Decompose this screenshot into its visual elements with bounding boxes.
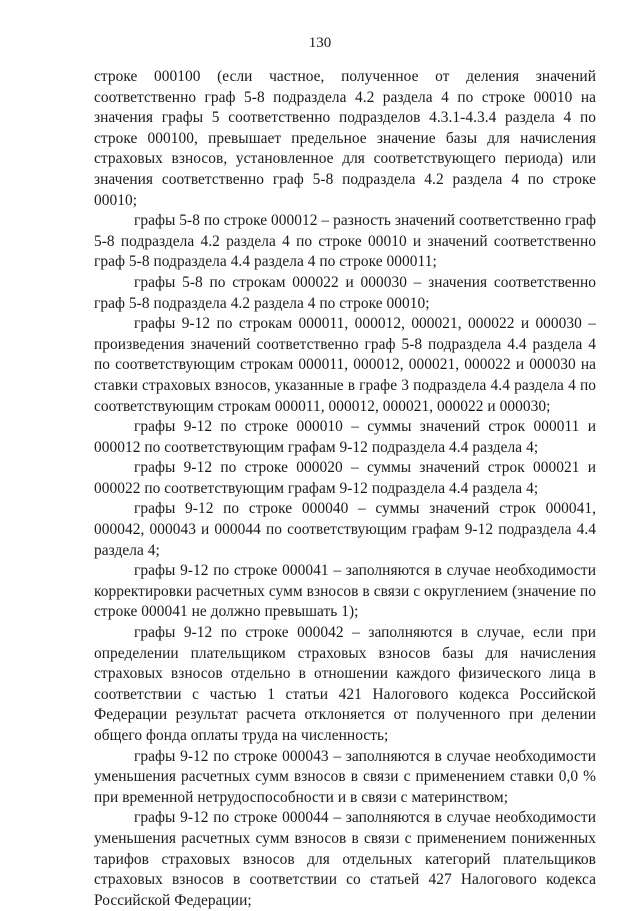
- page-number: 130: [308, 35, 332, 51]
- document-body: [94, 67, 596, 911]
- paragraph-cols-5-8-row-000012: графы 5-8 по строке 000012 – разность значений соответственно граф 5-8 подраздела 4.2 раздела 4 по строке 00010 и значений соответственно граф 5-8 подраздела 4.4 раздела 4 по строке 000011;: [94, 212, 596, 271]
- paragraph-cols-9-12-row-000043: графы 9-12 по строке 000043 – заполняются в случае необходимости уменьшения расчетных сумм взносов в связи с применением ставки 0,0 % при временной нетрудоспособности и в связи с материнством;: [94, 747, 596, 806]
- paragraph-cols-9-12-row-000042: графы 9-12 по строке 000042 – заполняются в случае, если при определении плательщиком страховых взносов базы для начисления страховых взносов отдельно в отношении каждого физического лица в соответствии с частью 1 статьи 421 Налогового кодекса Российской Федерации результат расчета отклоняется от полученного при делении общего фонда оплаты труда на численность;: [94, 624, 596, 744]
- paragraph-cols-5-8-rows-000022-000030: графы 5-8 по строкам 000022 и 000030 – значения соответственно граф 5-8 подраздела 4.2 раздела 4 по строке 00010;: [94, 273, 596, 312]
- paragraph-cols-9-12-row-000040: графы 9-12 по строке 000040 – суммы значений строк 000041, 000042, 000043 и 000044 по соответствующим графам 9-12 подраздела 4.4 раздела 4;: [94, 500, 596, 559]
- paragraph-continuation: строке 000100 (если частное, полученное от деления значений соответственно граф 5-8 подраздела 4.2 раздела 4 по строке 00010 на значения графы 5 соответственно подразделов 4.3.1-4.3.4 раздела 4 по строке 000100, превышает предельное значение базы для начисления страховых взносов, установленное для соответствующего периода) или значения соответственно граф 5-8 подраздела 4.2 раздела 4 по строке 00010;: [94, 68, 596, 209]
- paragraph-cols-9-12-row-000044: графы 9-12 по строке 000044 – заполняются в случае необходимости уменьшения расчетных сумм взносов в связи с применением пониженных тарифов страховых взносов для отдельных категорий плательщиков страховых взносов в соответствии со статьей 427 Налогового кодекса Российской Федерации;: [94, 809, 596, 909]
- paragraph-cols-9-12-row-000010: графы 9-12 по строке 000010 – суммы значений строк 000011 и 000012 по соответствующим графам 9-12 подраздела 4.4 раздела 4;: [94, 418, 596, 456]
- paragraph-cols-9-12-products: графы 9-12 по строкам 000011, 000012, 000021, 000022 и 000030 – произведения значений соответственно граф 5-8 подраздела 4.4 раздела 4 по соответствующим строкам 000011, 000012, 000021, 000022 и 000030 на ставки страховых взносов, указанные в графе 3 подраздела 4.4 раздела 4 по соответствующим строкам 000011, 000012, 000021, 000022 и 000030;: [94, 315, 596, 415]
- paragraph-cols-9-12-row-000020: графы 9-12 по строке 000020 – суммы значений строк 000021 и 000022 по соответствующим графам 9-12 подраздела 4.4 раздела 4;: [94, 459, 596, 497]
- paragraph-cols-9-12-row-000041: графы 9-12 по строке 000041 – заполняются в случае необходимости корректировки расчетных сумм взносов в связи с округлением (значение по строке 000041 не должно превышать 1);: [94, 562, 596, 621]
